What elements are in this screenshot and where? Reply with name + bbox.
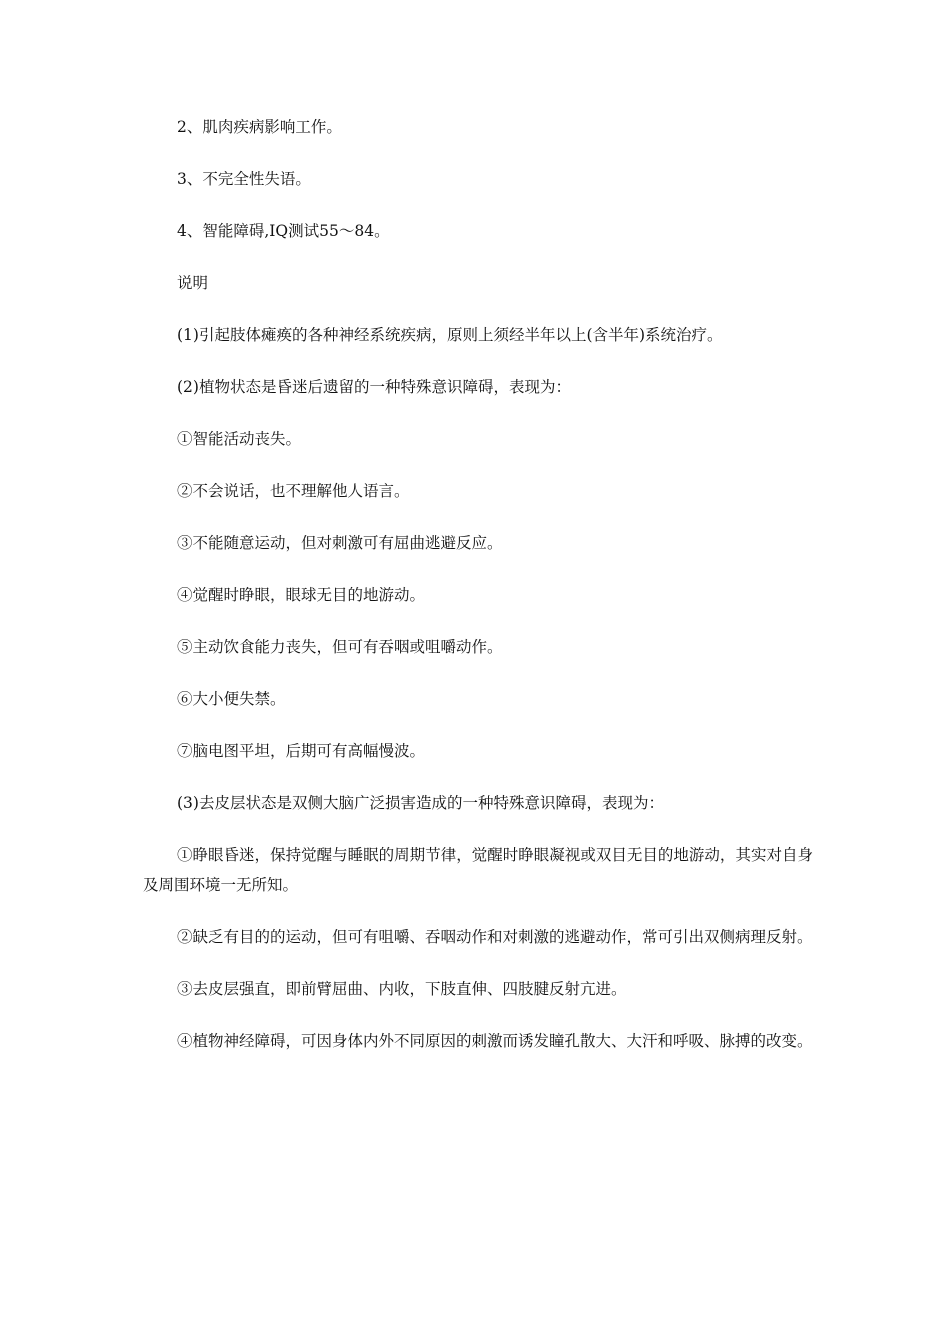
paragraph-item-3: 3、不完全性失语。 [177, 170, 311, 188]
paragraph-item-4: 4、智能障碍,IQ测试55～84。 [177, 222, 390, 240]
note-2-item-6: ⑥大小便失禁。 [177, 690, 286, 708]
note-2-item-4: ④觉醒时睁眼，眼球无目的地游动。 [177, 586, 426, 604]
note-1: (1)引起肢体瘫痪的各种神经系统疾病，原则上须经半年以上(含半年)系统治疗。 [177, 326, 723, 344]
note-2-item-5: ⑤主动饮食能力丧失，但可有吞咽或咀嚼动作。 [177, 638, 503, 656]
note-2-item-1: ①智能活动丧失。 [177, 430, 302, 448]
note-3: (3)去皮层状态是双侧大脑广泛损害造成的一种特殊意识障碍，表现为： [177, 794, 664, 812]
note-2: (2)植物状态是昏迷后遗留的一种特殊意识障碍，表现为： [177, 378, 571, 396]
note-2-item-2: ②不会说话，也不理解他人语言。 [177, 482, 410, 500]
section-heading-notes: 说明 [177, 274, 209, 292]
paragraph-item-2: 2、肌肉疾病影响工作。 [177, 118, 342, 136]
note-2-item-3: ③不能随意运动，但对刺激可有屈曲逃避反应。 [177, 534, 503, 552]
note-3-item-3: ③去皮层强直，即前臂屈曲、内收，下肢直伸、四肢腱反射亢进。 [177, 980, 627, 998]
note-3-item-2: ②缺乏有目的的运动，但可有咀嚼、吞咽动作和对刺激的逃避动作，常可引出双侧病理反射。 [177, 928, 813, 946]
note-3-item-4: ④植物神经障碍，可因身体内外不同原因的刺激而诱发瞳孔散大、大汗和呼吸、脉搏的改变。 [177, 1032, 813, 1050]
document-body [143, 112, 813, 1078]
note-3-item-1: ①睁眼昏迷，保持觉醒与睡眠的周期节律，觉醒时睁眼凝视或双目无目的地游动，其实对自身及周围环境一无所知。 [143, 846, 813, 894]
note-2-item-7: ⑦脑电图平坦，后期可有高幅慢波。 [177, 742, 426, 760]
